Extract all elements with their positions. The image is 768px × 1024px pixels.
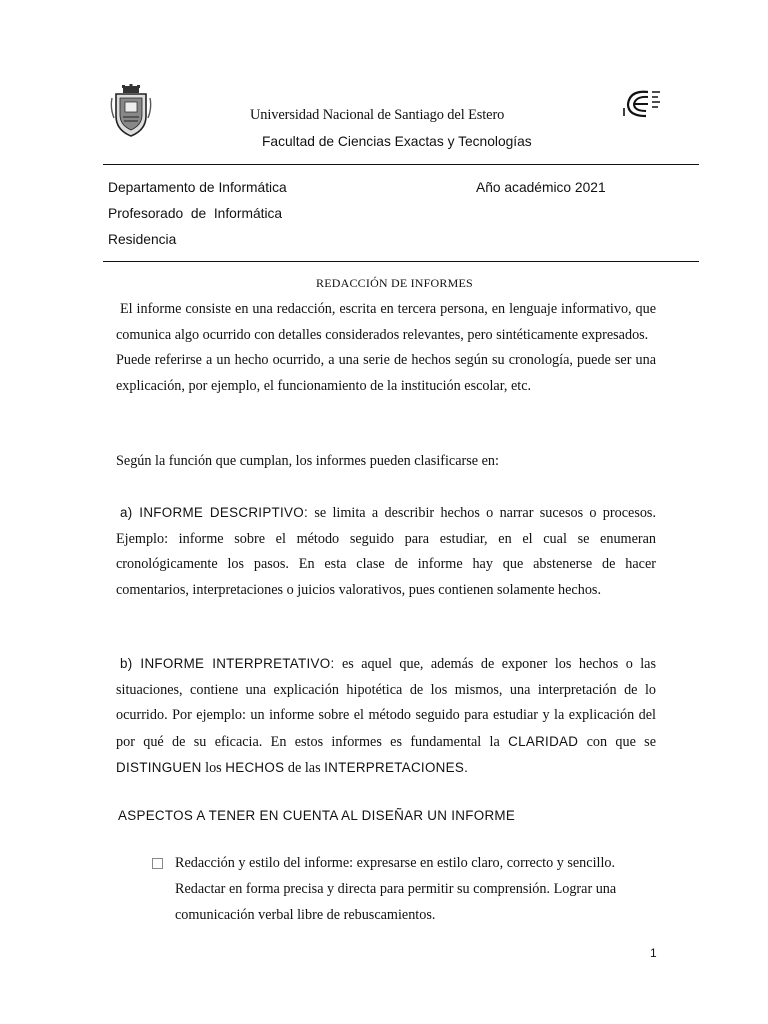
- department-label: Departamento de Informática: [108, 180, 287, 195]
- program-label: Profesorado de Informática: [108, 206, 283, 221]
- intro-paragraph-1: El informe consiste en una redacción, escrita en tercera persona, en lenguaje informativo, que comunica algo ocurrido con detalles considerados relevantes, pero sintéticamente expresados.: [116, 301, 656, 343]
- header-rule-top: [103, 164, 699, 165]
- bullet-checkbox-icon: [152, 858, 163, 869]
- emphasis-distinguen: DISTINGUEN: [116, 760, 202, 775]
- item-b-interpretative: [116, 651, 656, 782]
- intro-section: [116, 297, 656, 399]
- item-b-text: es aquel que, además de exponer los hechos o las situaciones, contiene una explicación hipotética de los mismos, una interpretación de lo ocurrido. Por ejemplo: un informe sobre el método seguido para estudiar y la explicación del por qué de su eficacia. En estos informes es fundamental la: [116, 656, 656, 750]
- item-b-connector-1: con que se: [578, 733, 657, 750]
- item-a-text: se limita a describir hechos o narrar sucesos o procesos. Ejemplo: informe sobre el método seguido para estudiar, en el cual se enumeran cronológicamente los pasos. En esta clase de informe hay que abstenerse de hacer comentarios, interpretaciones o juicios valorativos, pues contienen solamente hechos.: [116, 505, 656, 598]
- item-b-connector-3: de las: [284, 760, 325, 776]
- bullet-item-1-text: Redacción y estilo del informe: expresarse en estilo claro, correcto y sencillo. Redactar en forma precisa y directa para permitir su comprensión. Lograr una comunicación verbal libre de rebuscamientos.: [175, 855, 617, 923]
- university-name: Universidad Nacional de Santiago del Estero: [250, 107, 505, 123]
- document-title: REDACCIÓN DE INFORMES: [316, 276, 473, 290]
- faculty-logo: [622, 88, 664, 120]
- aspects-heading: ASPECTOS A TENER EN CUENTA AL DISEÑAR UN INFORME: [118, 808, 516, 823]
- item-b-label: b) INFORME INTERPRETATIVO:: [120, 656, 335, 671]
- item-a-label: a) INFORME DESCRIPTIVO:: [120, 505, 309, 520]
- academic-year: Año académico 2021: [476, 180, 606, 195]
- emphasis-hechos: HECHOS: [225, 760, 285, 775]
- item-a-descriptive: [116, 500, 656, 603]
- emphasis-claridad: CLARIDAD: [508, 733, 579, 749]
- emphasis-interpretaciones: INTERPRETACIONES.: [324, 760, 469, 775]
- bullet-item-1: [152, 850, 652, 928]
- header-rule-bottom: [103, 261, 699, 262]
- classification-sentence: Según la función que cumplan, los informes pueden clasificarse en:: [116, 453, 499, 469]
- item-b-connector-2: los: [201, 760, 226, 776]
- subject-label: Residencia: [108, 232, 177, 247]
- page-number: 1: [650, 946, 657, 960]
- faculty-name: Facultad de Ciencias Exactas y Tecnologías: [262, 134, 532, 149]
- university-crest-logo: [110, 84, 152, 138]
- intro-paragraph-2: Puede referirse a un hecho ocurrido, a una serie de hechos según su cronología, puede ser una explicación, por ejemplo, el funcionamiento de la institución escolar, etc.: [116, 352, 656, 394]
